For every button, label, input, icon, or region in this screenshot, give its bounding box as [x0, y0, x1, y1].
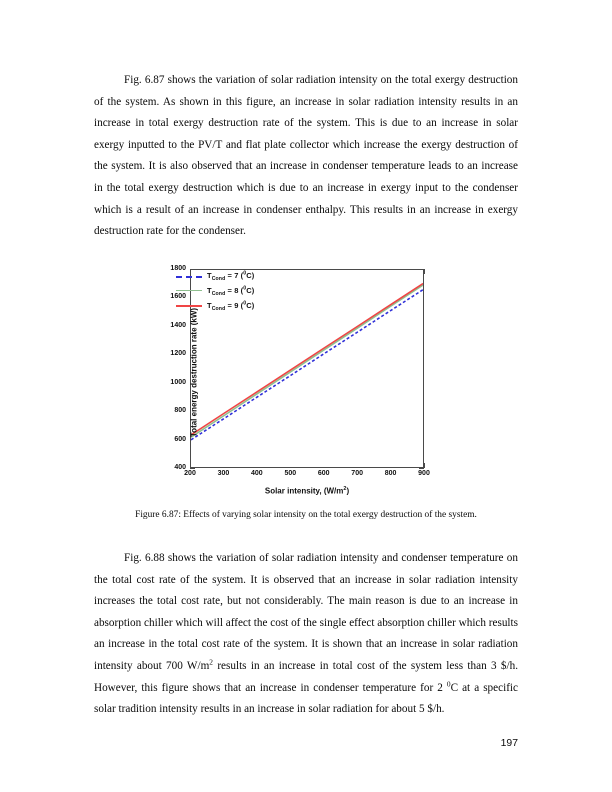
page-number: 197: [500, 738, 518, 749]
y-tick-label: 1000: [170, 378, 186, 386]
legend-item-tcond-7: [176, 268, 254, 283]
x-axis-title: Solar intensity, $(W/m^2)$: [264, 486, 350, 496]
chart-canvas: [156, 258, 456, 508]
y-tick-label: 1800: [170, 265, 186, 272]
figure-caption: Figure 6.87: Effects of varying solar intensity on the total exergy destruction of the system.: [135, 510, 477, 520]
x-tick-label: 700: [351, 470, 363, 477]
paragraph-2-part2: results in an increase in total cost of the system less than 3 $/h. However, this figure shows that an increase in condenser temperature for 2: [94, 659, 518, 694]
paragraph-2-part1: Fig. 6.88 shows the variation of solar radiation intensity and condenser temperature on the total cost rate of the system. It is observed that an increase in solar radiation intensity increases the total cost rate, but not considerably. The main reason is due to an increase in absorption chiller which will affect the cost of the single effect absorption chiller which results an increase in the total cost rate of the system. It is shown that an increase in solar radiation intensity about 700 W/m: [94, 552, 518, 672]
y-axis-title: Total energy destruction rate (kW): [189, 307, 199, 438]
legend-item-tcond-8: [176, 283, 254, 298]
chart-legend: [173, 266, 257, 315]
paragraph-1-block: [94, 70, 518, 243]
legend-label-tcond-8: $T_{Cond} = 8$ ($^0$C): [207, 285, 255, 297]
paragraph-2-part3: C at a specific solar tradition intensity results in an increase in solar radiation for about 5 $/h.: [94, 681, 518, 716]
x-tick-label: 200: [184, 470, 196, 477]
y-tick-mark: [419, 468, 424, 469]
y-tick-label: 1400: [170, 321, 186, 329]
x-tick-label: 300: [217, 470, 230, 477]
legend-label-tcond-9: $T_{Cond} = 9$ ($^0$C): [207, 300, 255, 312]
legend-item-tcond-9: [176, 298, 254, 313]
paragraph-1: Fig. 6.87 shows the variation of solar radiation intensity on the total exergy destruction of the system. As shown in this figure, an increase in solar radiation intensity results in an increase in total exergy destruction rate of the system. This is due to an increase in solar exergy inputted to the PV/T and flat plate collector which increase the exergy destruction of the system. It is also observed that an increase in condenser temperature leads to an increase in the total exergy destruction which is due to an increase in exergy input to the condenser which is a result of an increase in condenser enthalpy. This results in an increase in exergy destruction rate for the condenser.: [94, 74, 518, 238]
x-tick-label: 900: [418, 470, 430, 477]
paragraph-2: [94, 548, 518, 721]
y-tick-label: 800: [174, 407, 186, 415]
x-tick-mark-top: [424, 269, 425, 274]
x-tick-label: 500: [284, 470, 297, 477]
y-tick-label: 400: [174, 464, 186, 471]
figure-6-87: [94, 258, 518, 508]
y-tick-label: 1600: [170, 293, 186, 301]
y-tick-label: 1200: [170, 350, 186, 358]
y-tick-label: 600: [174, 435, 186, 443]
paragraph-2-block: [94, 548, 518, 721]
x-tick-label: 800: [384, 470, 397, 477]
paragraph-2-sup1: 2: [209, 657, 213, 667]
legend-label-tcond-7: $T_{Cond} = 7$ ($^0$C): [207, 270, 255, 282]
x-tick-label: 400: [251, 470, 263, 477]
paragraph-2-sup2: 0: [446, 678, 451, 688]
x-tick-mark: [424, 463, 425, 468]
x-tick-label: 600: [317, 470, 330, 477]
